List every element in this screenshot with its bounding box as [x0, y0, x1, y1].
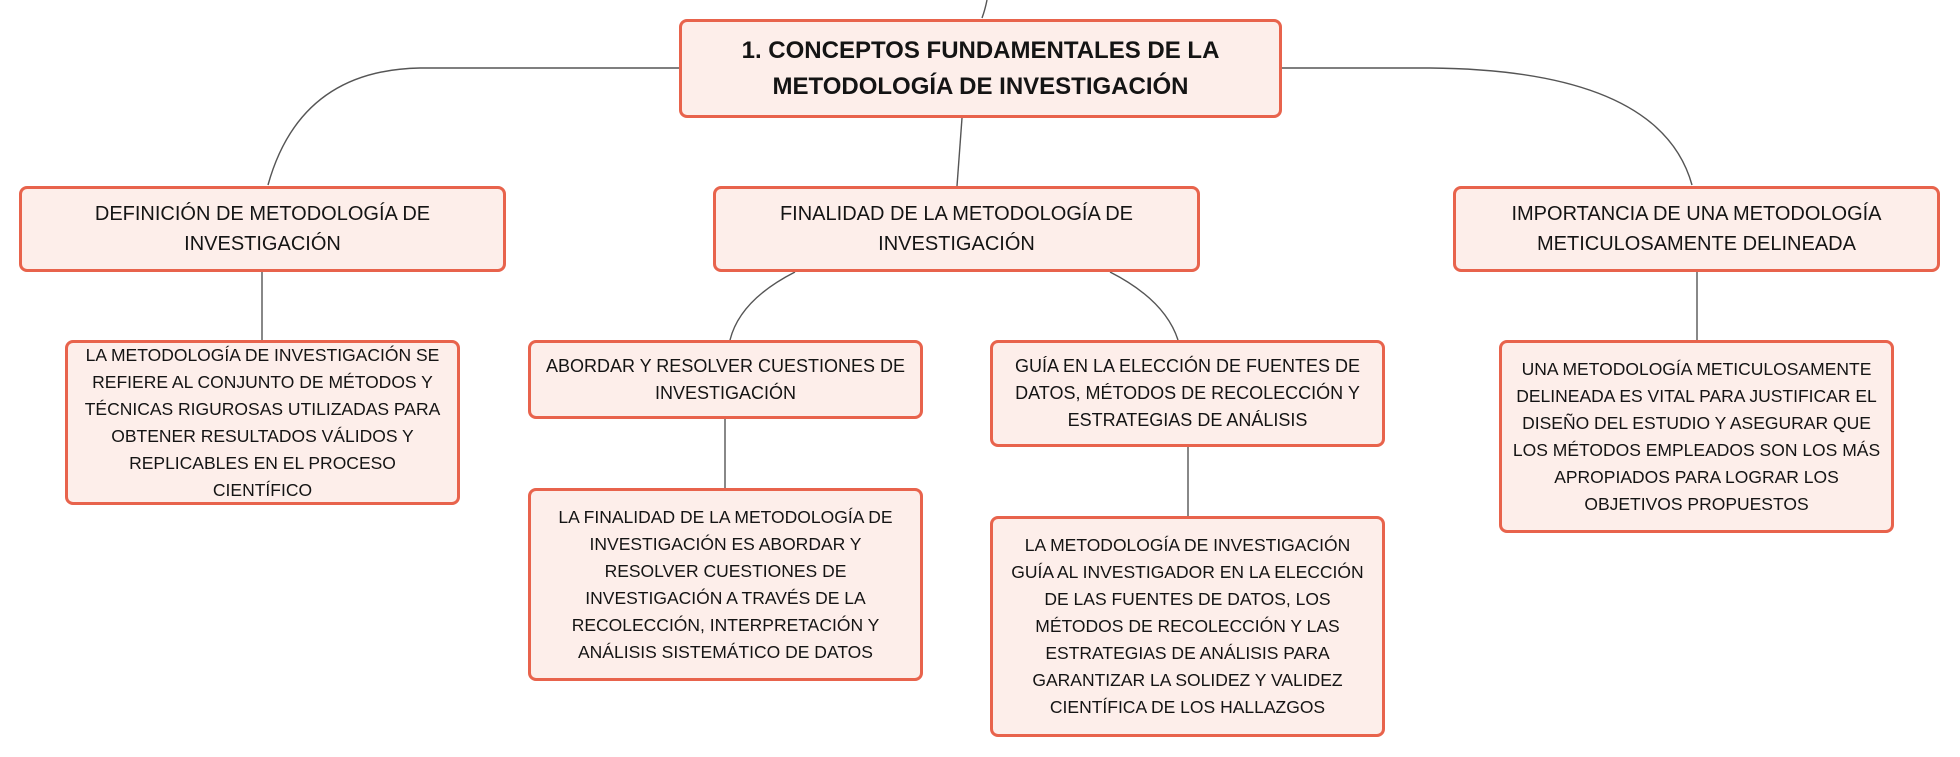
detail-node-guia[interactable]: [990, 516, 1385, 737]
detail-node-importancia[interactable]: [1499, 340, 1894, 533]
subtopic-label-abordar: ABORDAR Y RESOLVER CUESTIONES DE INVESTIGACIÓN: [545, 355, 906, 403]
connector-finalidad-to-guia: [1110, 272, 1178, 340]
subtopic-node-guia[interactable]: [990, 340, 1385, 447]
topic-node-finalidad[interactable]: [713, 186, 1200, 272]
connector-finalidad-to-abordar: [730, 272, 795, 340]
connector-root-to-definicion: [268, 68, 680, 185]
detail-label-importancia: UNA METODOLOGÍA METICULOSAMENTE DELINEADA ES VITAL PARA JUSTIFICAR EL DISEÑO DEL ESTUDIO Y ASEGURAR QUE LOS MÉTODOS EMPLEADOS SON LOS MÁS APROPIADOS PARA LOGRAR LOS OBJETIVOS PROPUESTOS: [1512, 358, 1881, 514]
topic-node-definicion[interactable]: [19, 186, 506, 272]
subtopic-label-guia: GUÍA EN LA ELECCIÓN DE FUENTES DE DATOS, MÉTODOS DE RECOLECCIÓN Y ESTRATEGIAS DE ANÁLISIS: [1014, 356, 1361, 430]
subtopic-node-abordar[interactable]: [528, 340, 923, 419]
topic-label-finalidad: FINALIDAD DE LA METODOLOGÍA DE INVESTIGACIÓN: [779, 203, 1134, 255]
detail-node-definicion[interactable]: [65, 340, 460, 505]
topic-node-importancia[interactable]: [1453, 186, 1940, 272]
root-topic-node[interactable]: [679, 19, 1282, 118]
root-topic-label: 1. CONCEPTOS FUNDAMENTALES DE LA METODOLOGÍA DE INVESTIGACIÓN: [741, 36, 1220, 100]
detail-label-definicion: LA METODOLOGÍA DE INVESTIGACIÓN SE REFIERE AL CONJUNTO DE MÉTODOS Y TÉCNICAS RIGUROSAS UTILIZADAS PARA OBTENER RESULTADOS VÁLIDOS Y REPLICABLES EN EL PROCESO CIENTÍFICO: [84, 344, 441, 500]
detail-label-guia: LA METODOLOGÍA DE INVESTIGACIÓN GUÍA AL INVESTIGADOR EN LA ELECCIÓN DE LAS FUENTES DE DATOS, LOS MÉTODOS DE RECOLECCIÓN Y LAS ESTRATEGIAS DE ANÁLISIS PARA GARANTIZAR LA SOLIDEZ Y VALIDEZ CIENTÍFICA DE LOS HALLAZGOS: [1011, 535, 1364, 717]
topic-label-definicion: DEFINICIÓN DE METODOLOGÍA DE INVESTIGACIÓN: [94, 203, 431, 255]
detail-label-abordar: LA FINALIDAD DE LA METODOLOGÍA DE INVESTIGACIÓN ES ABORDAR Y RESOLVER CUESTIONES DE INVESTIGACIÓN A TRAVÉS DE LA RECOLECCIÓN, INTERPRETACIÓN Y ANÁLISIS SISTEMÁTICO DE DATOS: [558, 506, 893, 662]
detail-node-abordar[interactable]: [528, 488, 923, 681]
topic-label-importancia: IMPORTANCIA DE UNA METODOLOGÍA METICULOSAMENTE DELINEADA: [1511, 203, 1882, 255]
connector-root-to-importancia: [1280, 68, 1692, 185]
connector-root-parent: [982, 0, 987, 18]
connector-root-to-finalidad: [957, 118, 962, 186]
